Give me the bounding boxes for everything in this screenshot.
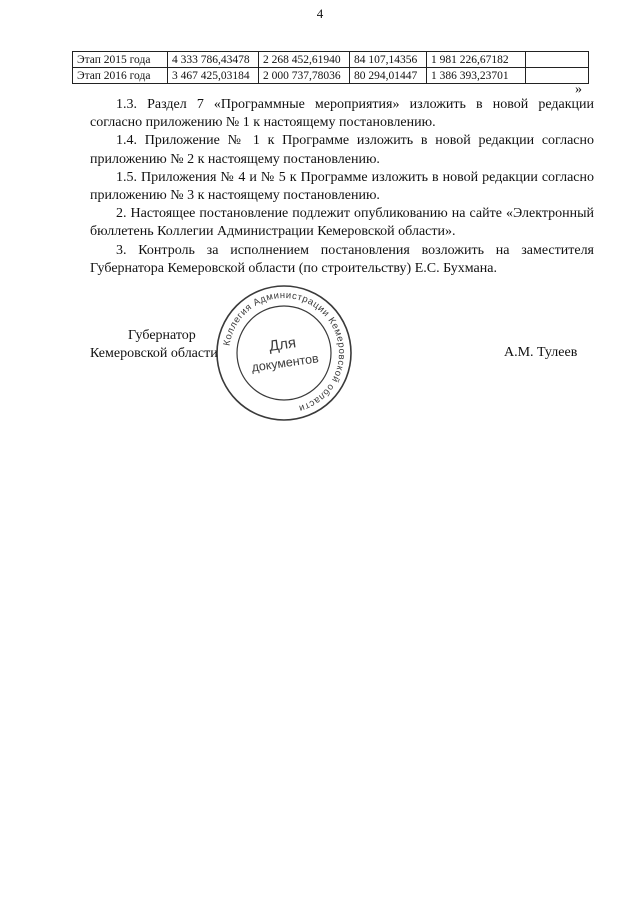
table-cell: Этап 2016 года xyxy=(73,68,168,84)
budget-table xyxy=(72,51,589,84)
signatory-name: А.М. Тулеев xyxy=(504,345,578,360)
table-cell: 2 000 737,78036 xyxy=(259,68,350,84)
table-cell: 80 294,01447 xyxy=(350,68,427,84)
paragraph-3: 3. Контроль за исполнением постановления возложить на заместителя Губернатора Кемеровской области (по строительству) Е.С. Бухмана. xyxy=(90,242,594,276)
body-text xyxy=(90,96,594,278)
paragraph-1-5: 1.5. Приложения № 4 и № 5 к Программе изложить в новой редакции согласно приложению № 3 к настоящему постановлению. xyxy=(90,169,594,204)
signatory-title xyxy=(90,327,218,363)
paragraph-1-3: 1.3. Раздел 7 «Программные мероприятия» изложить в новой редакции согласно приложению № 1 к настоящему постановлению. xyxy=(90,97,594,131)
table-cell: 3 467 425,03184 xyxy=(168,68,259,84)
table-cell: 84 107,14356 xyxy=(350,52,427,68)
signatory-title-line1: Губернатор xyxy=(128,328,196,343)
official-stamp xyxy=(214,283,354,423)
page-number: 4 xyxy=(316,6,324,21)
table-cell: 1 981 226,67182 xyxy=(427,52,526,68)
stamp-ring-text: Коллегия Администрации Кемеровской области xyxy=(221,289,348,414)
table-cell: 2 268 452,61940 xyxy=(259,52,350,68)
table-row xyxy=(73,52,589,68)
table-cell: 1 386 393,23701 xyxy=(427,68,526,84)
table-cell: Этап 2015 года xyxy=(73,52,168,68)
table-cell: 4 333 786,43478 xyxy=(168,52,259,68)
paragraph-1-4: 1.4. Приложение № 1 к Программе изложить в новой редакции согласно приложению № 2 к настоящему постановлению. xyxy=(90,133,594,167)
table-cell xyxy=(526,52,589,68)
stamp-center-line2: документов xyxy=(250,351,320,375)
paragraph-2: 2. Настоящее постановление подлежит опубликованию на сайте «Электронный бюллетень Коллегии Администрации Кемеровской области». xyxy=(90,206,594,240)
closing-quote: » xyxy=(575,82,582,97)
table-row xyxy=(73,68,589,84)
signatory-title-line2: Кемеровской области xyxy=(90,346,218,361)
stamp-center-line1: Для xyxy=(267,334,298,355)
